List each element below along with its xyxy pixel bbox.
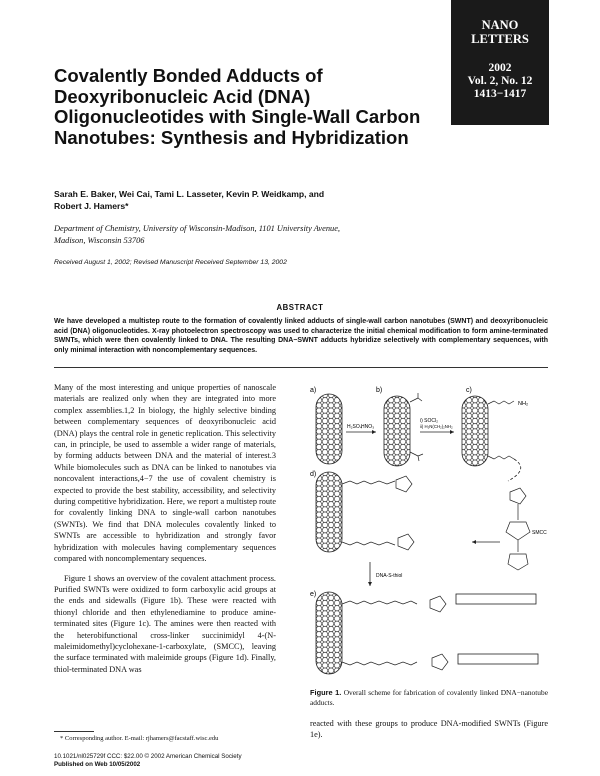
body-paragraph-2: Figure 1 shows an overview of the covalent attachment process. Purified SWNTs were oxidized to form carboxylic acid groups at the ends and sidewalls (Figure 1b). These were reacted with thionyl chloride and then ethylenediamine to produce amine-terminated sites (Figure 1c). The amines were then reacted with the heterobifunctional cross-linker succinimidyl 4-(N-maleimidomethyl)cyclohexane-1-carboxylate, (SMCC), leaving the surface terminated with maleimide groups (Figure 1d). Finally, thiol-terminated DNA was [54,573,276,674]
paper-title: Covalently Bonded Adducts of Deoxyribonucleic Acid (DNA) Oligonucleotides with Single-Wall Carbon Nanotubes: Synthesis and Hybridization [54,65,421,148]
figure-1-caption-label: Figure 1. [310,688,342,697]
maleimide-e-bottom [432,654,448,670]
published-date: Published on Web 10/05/2002 [54,761,141,768]
cyclohexane-ring [506,522,530,540]
arrow-head [472,540,476,544]
fig-label-c: c) [466,387,472,394]
arrow-head [368,582,372,586]
reagent-smcc: SMCC [532,530,547,536]
figure-1-caption-text: Overall scheme for fabrication of covalently linked DNA−nanotube adducts. [310,688,548,707]
cooh-group-top [410,393,422,402]
reagent-acid-2: HNO₃ [361,424,375,430]
corresponding-author-footnote: * Corresponding author. E-mail: rjhamers@facstaff.wisc.edu [60,735,219,742]
journal-year: 2002 [488,62,512,74]
nh2-top: NH₂ [518,401,529,407]
maleimide-e-top [430,596,446,612]
succinimide-ring [508,554,528,570]
doi-block [54,753,354,769]
journal-volume: Vol. 2, No. 12 [467,75,533,87]
fig-label-d: d) [310,471,317,478]
body-column-right: reacted with these groups to produce DNA-modified SWNTs (Figure 1e). [310,719,548,740]
reagent-dna-thiol: DNA-S-thiol [376,573,403,579]
maleimide-ring [510,488,526,504]
linker-chain-d-bottom [342,542,395,545]
reagent-socl2: i) SOCl₂ [420,418,439,424]
dna-linker-bottom [342,662,417,665]
received-dates: Received August 1, 2002; Revised Manuscript Received September 13, 2002 [54,259,287,266]
arrow-c-d-curve [508,459,521,481]
arrow-head [450,430,454,434]
footnote-divider [54,731,94,732]
nanotube-e [316,592,342,674]
dna-strand-top [456,594,536,604]
journal-pages: 1413−1417 [473,88,527,100]
abstract-text: We have developed a multistep route to the formation of covalently linked adducts of single-wall carbon nanotubes (SWNT) and deoxyribonucleic acid (DNA) oligonucleotides. X-ray photoelectron spectroscopy was used to characterize the initial chemical modification to form amine-terminated SWNTs, which were then covalently linked to DNA. The resulting DNA−SWNT adducts hybridize selectively with complementary sequences, with only minimal interaction with noncomplementary sequences. [54,318,548,354]
nanotube-b [384,396,410,466]
journal-badge [451,0,549,125]
nanotube-c [462,396,488,466]
fig-label-a: a) [310,387,317,394]
reagent-ethylenediamine: ii) H₂N(CH₂)₂NH₂ [420,424,453,429]
body-column-left [54,382,276,675]
journal-issue [451,62,549,101]
arrow-head [372,430,376,434]
abstract-divider [54,367,548,368]
amine-chain-top [488,401,514,404]
fig-label-b: b) [376,387,383,394]
doi-line: 10.1021/nl025729f CCC: $22.00 © 2002 American Chemical Society [54,753,242,760]
nanotube-a [316,394,342,464]
reagent-acid-1: H₂SO₄ [347,424,362,430]
linker-chain-d-top [342,481,395,484]
journal-name: NANO LETTERS [471,18,529,46]
dna-strand-bottom [458,654,538,664]
maleimide-d-bottom [398,534,414,550]
cooh-group-bottom [410,452,423,461]
fig-label-e: e) [310,591,317,598]
body-paragraph-1: Many of the most interesting and unique properties of nanoscale materials are realized only when they are integrated into more complex assemblies.1,2 In biology, the highly selective binding between complementary sequences of deoxyribonucleic acid (DNA) plays the central role in genetic replication. This selectivity can, in principle, be used to assemble a wider range of materials, by forming adducts between DNA and the material of interest.3 While biomolecules such as DNA can be linked to nanotubes via noncovalent interactions,4−7 the use of covalent chemistry is expected to provide the best stability, accessibility, and selectivity during competitive hybridization. Here, we report a multistep route for covalently linking DNA to single-wall carbon nanotubes (SWNTs). We find that DNA molecules covalently linked to SWNTs are accessible to hybridization and strongly favor hybridization with molecules having complementary sequences compared with noncomplementary sequences. [54,383,276,564]
abstract-heading: ABSTRACT [276,303,324,312]
nanotube-d [316,472,342,552]
affiliation: Department of Chemistry, University of Wisconsin-Madison, 1101 University Avenue, Madison, Wisconsin 53706 [54,224,341,245]
maleimide-d-top [396,476,412,492]
figure-1-caption [310,688,548,708]
amine-chain-bottom [488,456,514,459]
dna-linker-top [342,601,417,604]
figure-1-scheme [310,382,548,682]
author-list: Sarah E. Baker, Wei Cai, Tami L. Lasseter, Kevin P. Weidkamp, and Robert J. Hamers* [54,189,325,211]
